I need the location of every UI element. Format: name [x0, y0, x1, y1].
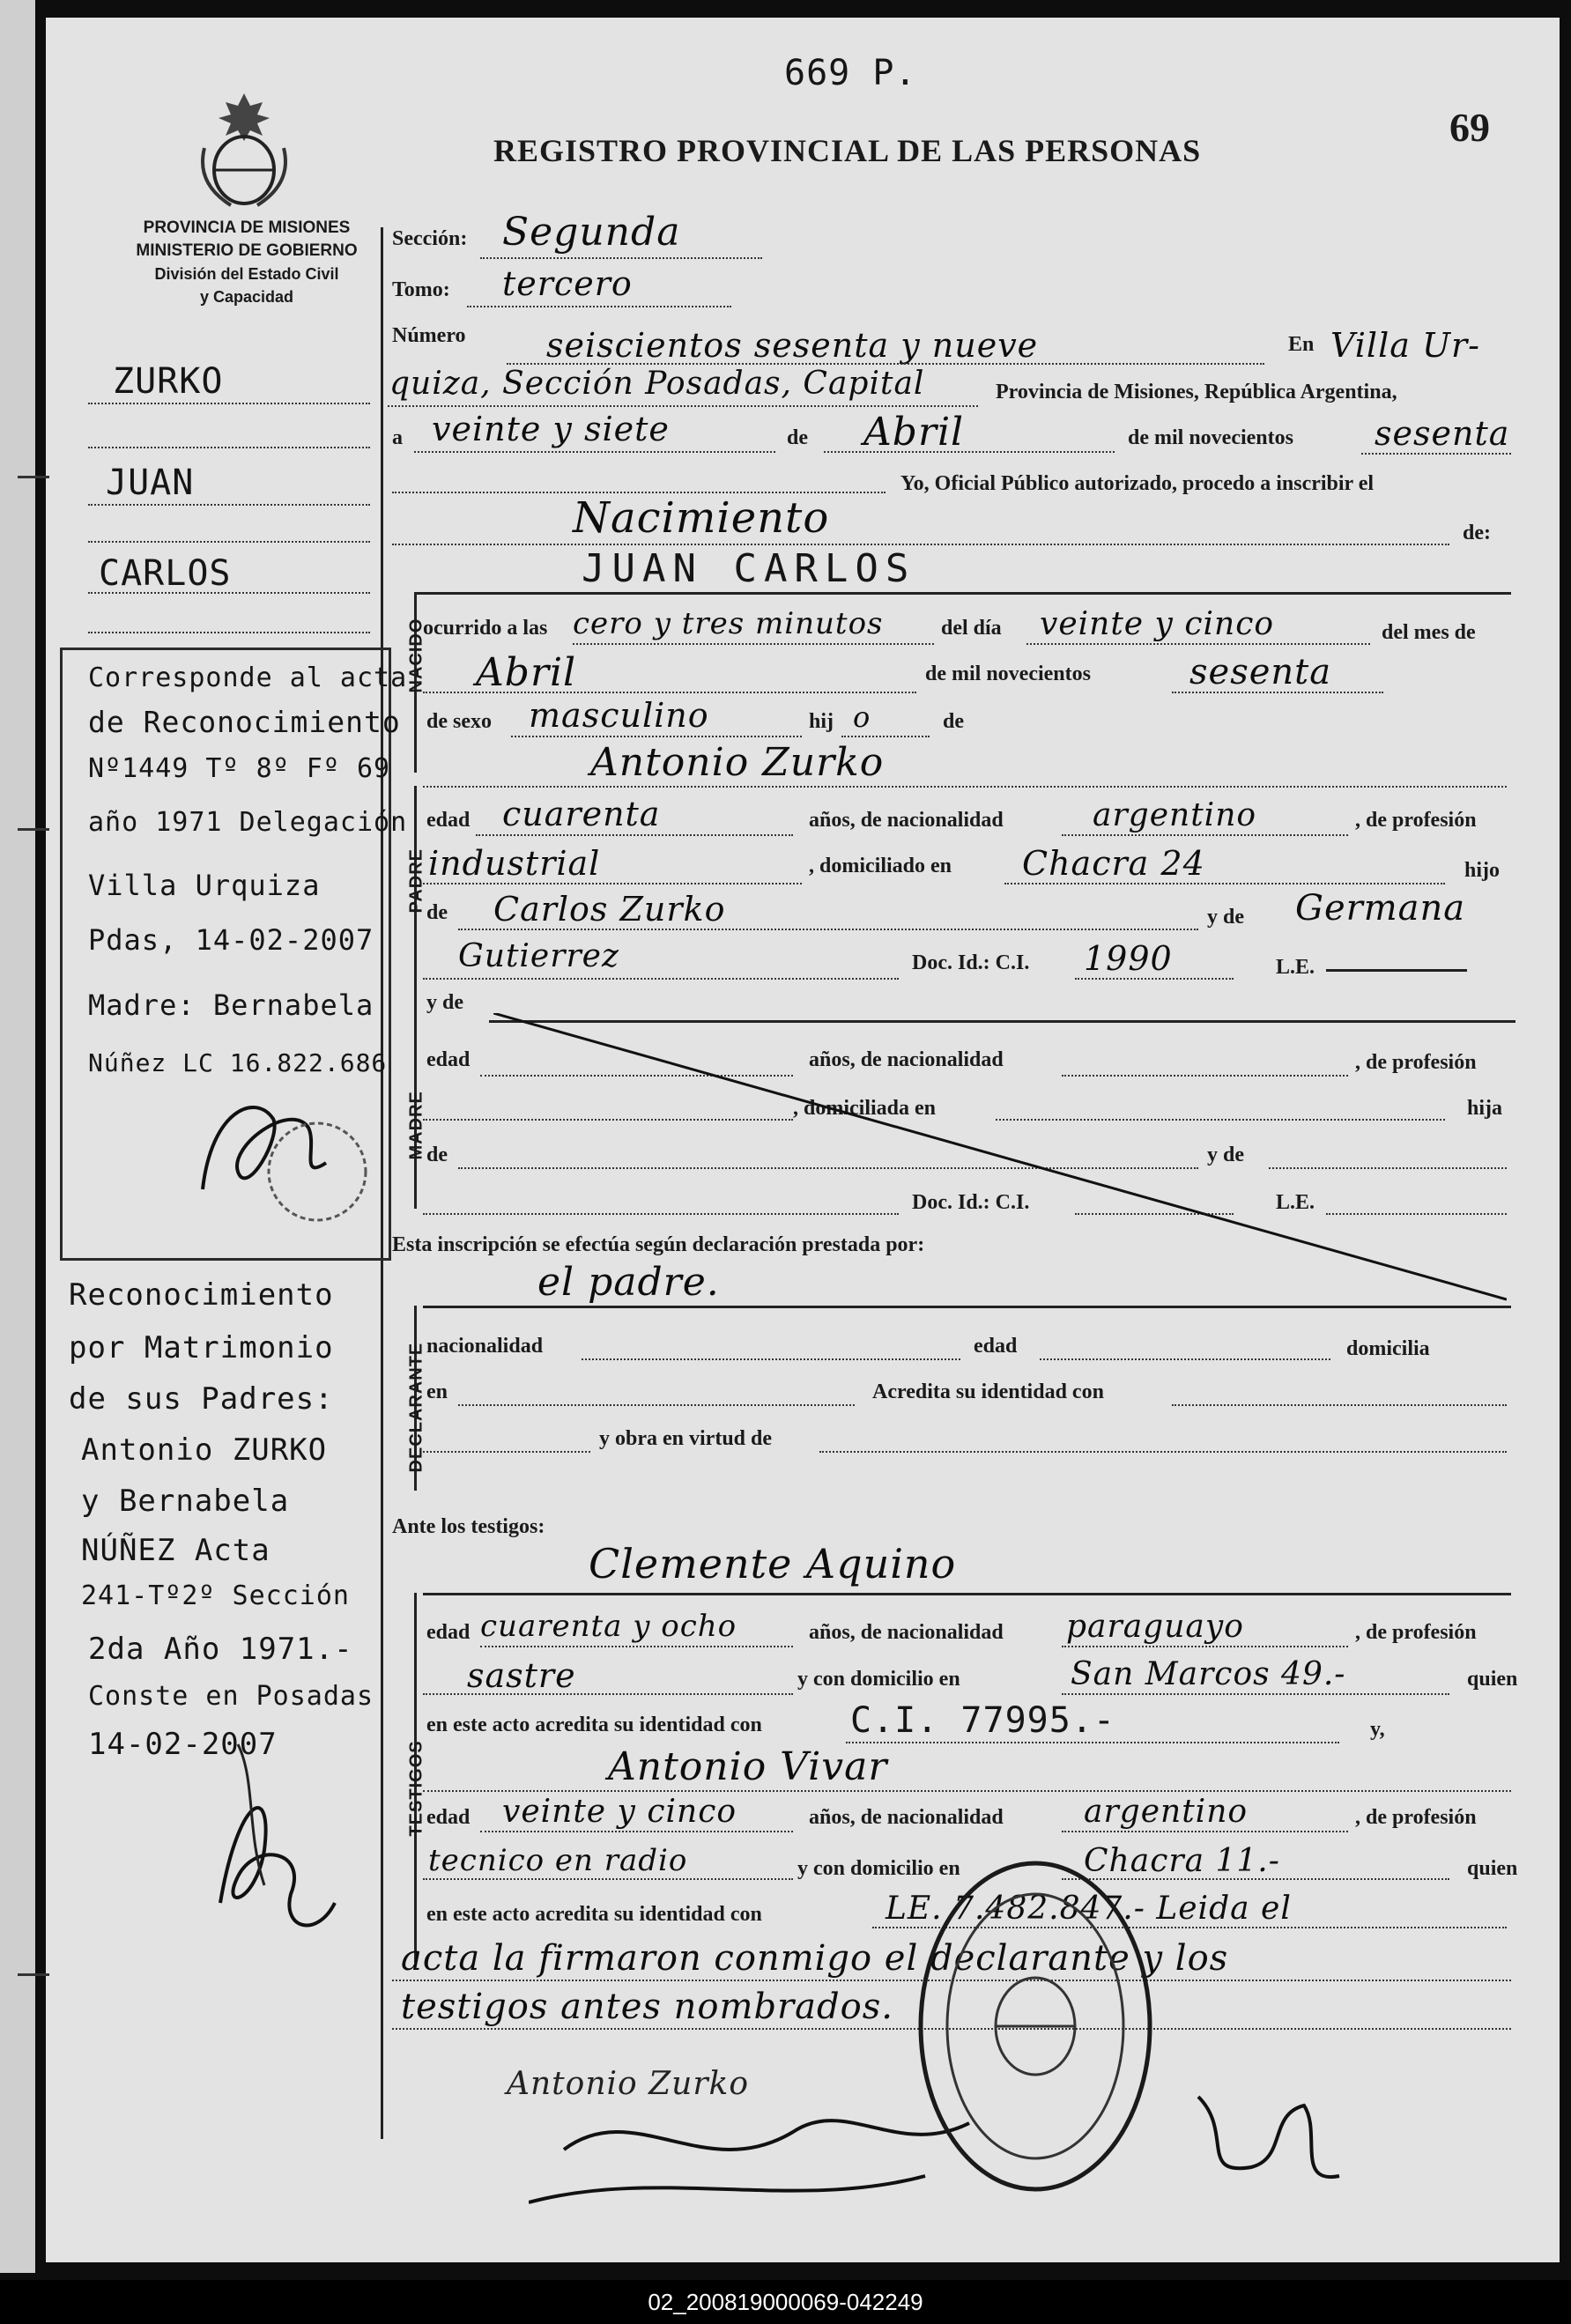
w1-prof-label: , de profesión [1355, 1621, 1477, 1644]
binder-mark [18, 476, 49, 478]
day-value: veinte y siete [432, 410, 670, 448]
binder-mark [18, 1973, 49, 1976]
padre-nac-value: argentino [1093, 797, 1257, 833]
dia-dotline [1026, 641, 1370, 645]
year-dotline [1361, 451, 1511, 455]
w1-dom-dotline [1062, 1691, 1449, 1695]
coat-of-arms-icon [196, 86, 293, 210]
padre-dom-dotline [1004, 881, 1445, 884]
oficial-text: Yo, Oficial Público autorizado, procedo a inscribir el [900, 472, 1375, 495]
closing-line-1: acta la firmaron conmigo el declarante y los [401, 1938, 1229, 1979]
hora-value: cero y tres minutos [573, 606, 884, 641]
w1-edad-value: cuarenta y ocho [480, 1609, 737, 1644]
correspondence-line: Madre: Bernabela [88, 988, 374, 1022]
margin-dotline [88, 401, 370, 404]
padre-y-de2-label: y de [426, 991, 463, 1014]
padre-le-line [1326, 969, 1467, 972]
margin-dotline [88, 445, 370, 448]
w1-prof-dotline [423, 1691, 793, 1695]
previous-sheet-edge [0, 0, 35, 2273]
madre-doc-label: Doc. Id.: C.I. [912, 1191, 1030, 1214]
margin-note-line: 241-Tº2º Sección [81, 1580, 350, 1611]
margin-note-line: y Bernabela [81, 1484, 290, 1519]
madre-de-label: de [426, 1143, 448, 1166]
declarante-obra-dotline [423, 1449, 590, 1453]
w2-dom-label: y con domicilio en [797, 1857, 960, 1880]
margin-note-line: NÚÑEZ Acta [81, 1533, 270, 1568]
w1-acredita-label: en este acto acredita su identidad con [426, 1713, 762, 1736]
correspondence-line: de Reconocimiento [88, 705, 401, 739]
w2-edad-value: veinte y cinco [502, 1794, 737, 1830]
madre-edad-label: edad [426, 1048, 471, 1071]
de-label: de [787, 426, 808, 449]
padre-parent2-value-continued: Gutierrez [458, 938, 619, 974]
day-dotline [414, 449, 775, 453]
margin-note-line: Antonio ZURKO [81, 1432, 328, 1468]
padre-prof-value: industrial [428, 844, 601, 883]
margin-note-line: 2da Año 1971.- [88, 1632, 353, 1667]
w1-dom-value: San Marcos 49.- [1071, 1656, 1346, 1692]
nacido-year-dotline [1172, 690, 1383, 693]
left-header-line-2: MINISTERIO DE GOBIERNO [136, 241, 358, 260]
padre-section-label: PADRE [406, 847, 426, 914]
w1-prof-value: sastre [467, 1656, 576, 1695]
hora-dotline [573, 641, 934, 645]
year-label: de mil novecientos [1128, 426, 1293, 449]
margin-first-name: JUAN [106, 463, 195, 503]
testigos-section-label: TESTIGOS [406, 1740, 426, 1837]
nacido-section-label: NACIDO [406, 618, 426, 693]
declarante-en-dotline [458, 1403, 855, 1406]
seccion-value: Segunda [502, 210, 681, 255]
margin-second-name: CARLOS [99, 553, 232, 594]
padre-parent2-dotline [423, 976, 899, 980]
numero-dotline [507, 361, 1264, 365]
de-colon-label: de: [1463, 522, 1491, 544]
w1-id-dotline [846, 1740, 1339, 1743]
padre-parent1-value: Carlos Zurko [493, 890, 726, 929]
madre-dom-label: , domiciliada en [793, 1097, 937, 1120]
binder-mark [18, 828, 49, 831]
official-seal-icon [908, 1850, 1163, 2202]
padre-prof-label: , de profesión [1355, 809, 1477, 832]
declarante-acredita-dotline [1172, 1403, 1507, 1406]
w2-edad-dotline [480, 1829, 793, 1832]
padre-y-de-label: y de [1207, 906, 1244, 929]
tomo-dotline [467, 304, 731, 307]
nacido-year-value: sesenta [1189, 652, 1332, 692]
section-rule [423, 1306, 1511, 1308]
margin-dotline [88, 590, 370, 594]
closing-line-2: testigos antes nombrados. [401, 1987, 893, 2027]
nacido-de-label: de [943, 710, 964, 733]
margin-note-line: Reconocimiento [69, 1277, 334, 1313]
numero-label: Número [392, 324, 466, 347]
declarante-edad-label: edad [974, 1335, 1018, 1358]
en-label: En [1288, 333, 1315, 356]
provincia-text: Provincia de Misiones, República Argentina, [996, 381, 1397, 403]
margin-note-line: Conste en Posadas [88, 1681, 374, 1712]
padre-dom-value: Chacra 24 [1022, 844, 1205, 883]
correspondence-line: Pdas, 14-02-2007 [88, 923, 374, 957]
declarante-nac-label: nacionalidad [426, 1335, 544, 1358]
hijo-dotline [841, 734, 930, 737]
padre-dom-label: , domiciliado en [809, 855, 952, 877]
acta-dotline [392, 542, 1449, 545]
correspondence-line: año 1971 Delegación [88, 807, 408, 838]
signature-stamp-icon [176, 1075, 388, 1251]
page-number: 69 [1449, 105, 1490, 150]
w2-nac-label: años, de nacionalidad [809, 1806, 1004, 1829]
section-rule [423, 1593, 1511, 1595]
scan-caption: 02_200819000069-042249 [0, 2280, 1571, 2324]
del-dia-label: del día [941, 617, 1002, 640]
declarante-value: el padre. [537, 1260, 720, 1305]
correspondence-line: Villa Urquiza [88, 869, 321, 902]
madre-nac-label: años, de nacionalidad [809, 1048, 1004, 1071]
madre-le-label: L.E. [1276, 1191, 1315, 1214]
declarante-section-label: DECLARANTE [406, 1342, 426, 1473]
tomo-value: tercero [502, 264, 633, 303]
w2-acredita-label: en este acto acredita su identidad con [426, 1903, 762, 1926]
w1-dom-label: y con domicilio en [797, 1668, 960, 1691]
w2-quien-label: quien [1467, 1857, 1518, 1880]
madre-section-label: MADRE [406, 1091, 426, 1160]
padre-doc-label: Doc. Id.: C.I. [912, 951, 1030, 974]
declarante-obra-label: y obra en virtud de [599, 1427, 773, 1450]
padre-parent2-value: Germana [1295, 888, 1466, 929]
numero-value: seiscientos sesenta y nueve [546, 326, 1039, 365]
madre-prof-label: , de profesión [1355, 1051, 1477, 1074]
padre-edad-dotline [476, 833, 793, 836]
margin-note-line: de sus Padres: [69, 1381, 334, 1417]
w2-nac-dotline [1062, 1829, 1348, 1832]
margin-dotline [88, 630, 370, 633]
w2-prof-dotline [423, 1876, 793, 1880]
hijo-label: hij [809, 710, 834, 733]
dia-value: veinte y cinco [1040, 606, 1275, 642]
father-dotline [423, 784, 1507, 788]
madre-y-de-label: y de [1207, 1143, 1244, 1166]
en-value-continued: quiza, Sección Posadas, Capital [389, 366, 925, 402]
declarante-en-label: en [426, 1380, 448, 1403]
margin-note-line: por Matrimonio [69, 1330, 334, 1366]
madre-hija-label: hija [1467, 1097, 1503, 1120]
w1-nac-value: paraguayo [1066, 1609, 1244, 1645]
left-header-line-1: PROVINCIA DE MISIONES [143, 218, 351, 237]
month-dotline [824, 449, 1115, 453]
margin-dotline [88, 502, 370, 506]
declarante-dom-label: domicilia [1346, 1337, 1430, 1360]
padre-hijo-label: hijo [1464, 859, 1501, 882]
mes-dotline [423, 690, 916, 693]
declarant-signature: Antonio Zurko [507, 2066, 750, 2102]
correspondence-line: Núñez LC 16.822.686 [88, 1048, 388, 1077]
padre-edad-value: cuarenta [502, 795, 661, 833]
declarante-edad-dotline [1040, 1357, 1330, 1360]
section-rule [414, 592, 1511, 595]
padre-nac-dotline [1062, 833, 1348, 836]
padre-de-label: de [426, 901, 448, 924]
w1-edad-dotline [480, 1644, 793, 1647]
w2-dom-value: Chacra 11.- [1084, 1843, 1280, 1879]
witness-1-name: Clemente Aquino [589, 1540, 957, 1588]
left-header-line-3: División del Estado Civil [154, 265, 339, 283]
w2-prof-value: tecnico en radio [428, 1843, 688, 1878]
mes-value: Abril [476, 650, 577, 695]
margin-surname: ZURKO [113, 361, 224, 402]
father-name: Antonio Zurko [590, 740, 885, 785]
correspondence-line: Corresponde al acta [88, 662, 408, 693]
acta-type: Nacimiento [573, 493, 830, 543]
w2-nac-value: argentino [1084, 1794, 1249, 1830]
testigos-intro: Ante los testigos: [392, 1515, 545, 1538]
w1-quien-label: quien [1467, 1668, 1518, 1691]
declarante-acredita-label: Acredita su identidad con [872, 1380, 1104, 1403]
seccion-label: Sección: [392, 227, 468, 250]
padre-doc-dotline [1075, 976, 1234, 980]
padre-nac-label: años, de nacionalidad [809, 809, 1004, 832]
declarante-obra-dotline-2 [819, 1449, 1507, 1453]
w2-prof-label: , de profesión [1355, 1806, 1477, 1829]
padre-le-label: L.E. [1276, 956, 1315, 979]
w1-nac-dotline [1062, 1644, 1348, 1647]
padre-doc-value: 1990 [1084, 939, 1173, 978]
hijo-suffix: o [853, 700, 871, 734]
sexo-label: de sexo [426, 710, 492, 733]
en-value: Villa Ur- [1330, 326, 1480, 365]
seccion-dotline [480, 255, 762, 259]
year-value: sesenta [1375, 414, 1510, 453]
w2-name-dotline [423, 1788, 1511, 1792]
margin-dotline [88, 539, 370, 543]
w2-id-value: LE. 7.482.847.- Leida el [886, 1891, 1292, 1927]
ocurrido-label: ocurrido a las [423, 617, 548, 640]
tomo-label: Tomo: [392, 278, 450, 301]
sexo-dotline [511, 734, 802, 737]
w1-nac-label: años, de nacionalidad [809, 1621, 1004, 1644]
child-name: JUAN CARLOS [582, 546, 916, 591]
en-dotline [388, 403, 978, 407]
month-value: Abril [863, 410, 965, 455]
left-header-line-4: y Capacidad [199, 288, 294, 306]
w1-id-value: C.I. 77995.- [850, 1700, 1115, 1741]
padre-prof-dotline [423, 881, 802, 884]
sexo-value: masculino [529, 696, 709, 735]
padre-parent1-dotline [458, 927, 1198, 930]
page-title: REGISTRO PROVINCIAL DE LAS PERSONAS [493, 133, 1202, 168]
w1-y-label: y, [1370, 1718, 1385, 1741]
w1-edad-label: edad [426, 1621, 471, 1644]
a-label: a [392, 426, 403, 449]
margin-signature-icon [185, 1727, 361, 1991]
w2-edad-label: edad [426, 1806, 471, 1829]
nacido-year-label: de mil novecientos [925, 662, 1091, 685]
declarante-nac-dotline [582, 1357, 960, 1360]
folio-handwritten: 669 P. [784, 53, 917, 93]
margin-note-line: 14-02-2007 [88, 1727, 278, 1762]
padre-edad-label: edad [426, 809, 471, 832]
del-mes-label: del mes de [1382, 621, 1476, 644]
correspondence-line: Nº1449 Tº 8º Fº 69 [88, 753, 391, 784]
witness-2-name: Antonio Vivar [608, 1744, 888, 1789]
declarante-intro: Esta inscripción se efectúa según declaración prestada por: [392, 1233, 925, 1256]
